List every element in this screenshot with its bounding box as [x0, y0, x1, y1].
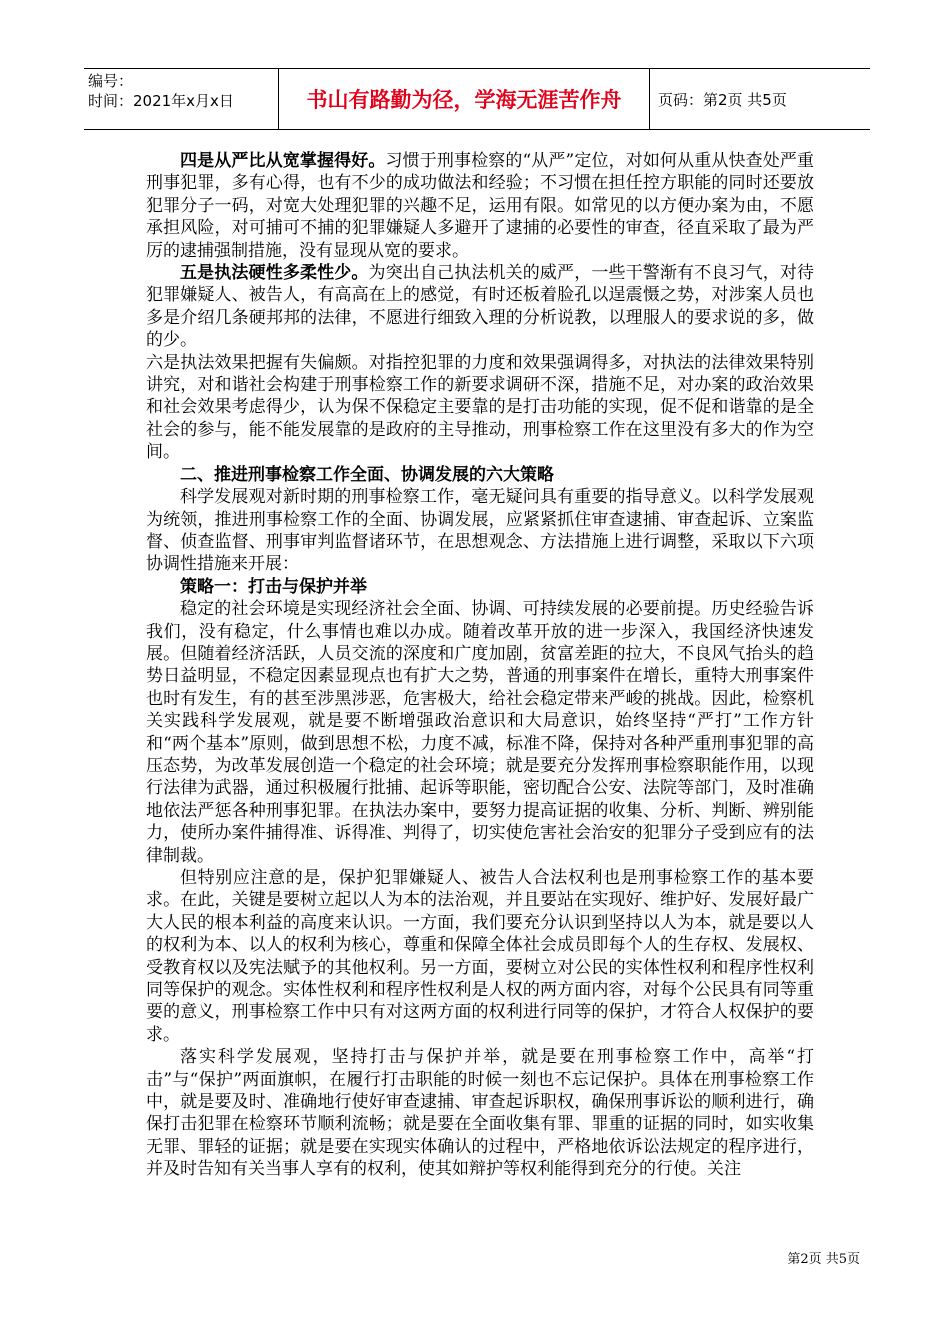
- header-page-info: 页码：第2页 共5页: [658, 90, 787, 109]
- paragraph-text: 习惯于刑事检察的“从严”定位，对如何从重从快查处严重刑事犯罪，多有心得，也有不少的成功做法和经验；不习惯在担任控方职能的同时还要放犯罪分子一码，对宽大处理犯罪的兴趣不足，运用有限。如常见的以方便办案为由，不愿承担风险，对可捕可不捕的犯罪嫌疑人多避开了逮捕的必要性的审查，径直采取了最为严厉的逮捕强制措施，没有显现从宽的要求。: [146, 151, 814, 261]
- strategy-heading-1: 策略一：打击与保护并举: [180, 576, 367, 597]
- paragraph-protection: 但特别应注意的是，保护犯罪嫌疑人、被告人合法权利也是刑事检察工作的基本要求。在此，关键是要树立起以人为本的法治观，并且要站在实现好、维护好、发展好最广大人民的根本利益的高度来认识。一方面，我们要充分认识到坚持以人为本，就是要以人的权利为本、以人的权利为核心，尊重和保障全体社会成员即每个人的生存权、发展权、受教育权以及宪法赋予的其他权利。另一方面，要树立对公民的实体性权利和程序性权利同等保护的观念。实体性权利和程序性权利是人权的两方面内容，对每个公民具有同等重要的意义，刑事检察工作中只有对这两方面的权利进行同等的保护，才符合人权保护的要求。: [146, 868, 814, 1045]
- header-meta: [84, 69, 278, 129]
- paragraph-implementation: 落实科学发展观，坚持打击与保护并举，就是要在刑事检察工作中，高举“打击”与“保护”两面旗帜，在履行打击职能的时候一刻也不忘记保护。具体在刑事检察工作中，就是要及时、准确地行使好审查逮捕、审查起诉职权，确保刑事诉讼的顺利进行，确保打击犯罪在检察环节顺利流畅；就是要在全面收集有罪、罪重的证据的同时，如实收集无罪、罪轻的证据；就是要在实现实体确认的过程中，严格地依诉讼法规定的程序进行，并及时告知有关当事人享有的权利，使其如辩护等权利能得到充分的行使。关注: [146, 1047, 814, 1180]
- paragraph-6: 六是执法效果把握有失偏颇。对指控犯罪的力度和效果强调得多，对执法的法律效果特别讲究，对和谐社会构建于刑事检察工作的新要求调研不深，措施不足，对办案的政治效果和社会效果考虑得少，认为保不保稳定主要靠的是打击功能的实现，促不促和谐靠的是全社会的参与，能不能发展靠的是政府的主导推动，刑事检察工作在这里没有多大的作为空间。: [146, 352, 814, 463]
- section-heading-2: 二、推进刑事检察工作全面、协调发展的六大策略: [180, 464, 554, 485]
- header-motto: 书山有路勤为径，学海无涯苦作舟: [306, 88, 622, 112]
- document-body: [146, 150, 814, 1181]
- number-label: 编号：: [88, 72, 134, 90]
- paragraph-stability: 稳定的社会环境是实现经济社会全面、协调、可持续发展的必要前提。历史经验告诉我们，没有稳定，什么事情也难以办成。随着改革开放的进一步深入，我国经济快速发展。但随着经济活跃，人员交流的深度和广度加剧，贫富差距的拉大，不良风气抬头的趋势日益明显，不稳定因素显现点也有扩大之势，普通的刑事案件在增长，重特大刑事案件也时有发生，有的甚至涉黑涉恶，危害极大，给社会稳定带来严峻的挑战。因此，检察机关实践科学发展观，就是要不断增强政治意识和大局意识，始终坚持“严打”工作方针和“两个基本”原则，做到思想不松，力度不减，标准不降，保持对各种严重刑事犯罪的高压态势，为改革发展创造一个稳定的社会环境；就是要充分发挥刑事检察职能作用，以现行法律为武器，通过积极履行批捕、起诉等职能，密切配合公安、法院等部门，及时准确地依法严惩各种刑事犯罪。在执法办案中，要努力提高证据的收集、分析、判断、辨别能力，使所办案件捕得准、诉得准、判得了，切实使危害社会治安的犯罪分子受到应有的法律制裁。: [146, 599, 814, 866]
- page-header: [84, 68, 870, 130]
- paragraph-text: 为突出自己执法机关的威严，一些干警渐有不良习气，对待犯罪嫌疑人、被告人，有高高在上的感觉，有时还板着脸孔以逞震慑之势，对涉案人员也多是介绍几条硬邦邦的法律，不愿进行细致入理的分析说教，以理服人的要求说的多，做的少。: [146, 263, 815, 351]
- page-footer: 第2页 共5页: [787, 1252, 860, 1267]
- paragraph-4: [146, 150, 814, 262]
- paragraph-5: [146, 262, 814, 352]
- header-page-info-cell: [650, 69, 870, 129]
- time-label: 时间：2021年x月x日: [88, 92, 234, 110]
- paragraph-lead: 四是从严比从宽掌握得好。: [180, 151, 386, 171]
- header-motto-cell: [278, 69, 650, 129]
- paragraph-lead: 五是执法硬性多柔性少。: [180, 263, 369, 284]
- paragraph-intro: 科学发展观对新时期的刑事检察工作，毫无疑问具有重要的指导意义。以科学发展观为统领，推进刑事检察工作的全面、协调发展，应紧紧抓住审查逮捕、审查起诉、立案监督、侦查监督、刑事审判监督诸环节，在思想观念、方法措施上进行调整，采取以下六项协调性措施来开展：: [146, 487, 814, 575]
